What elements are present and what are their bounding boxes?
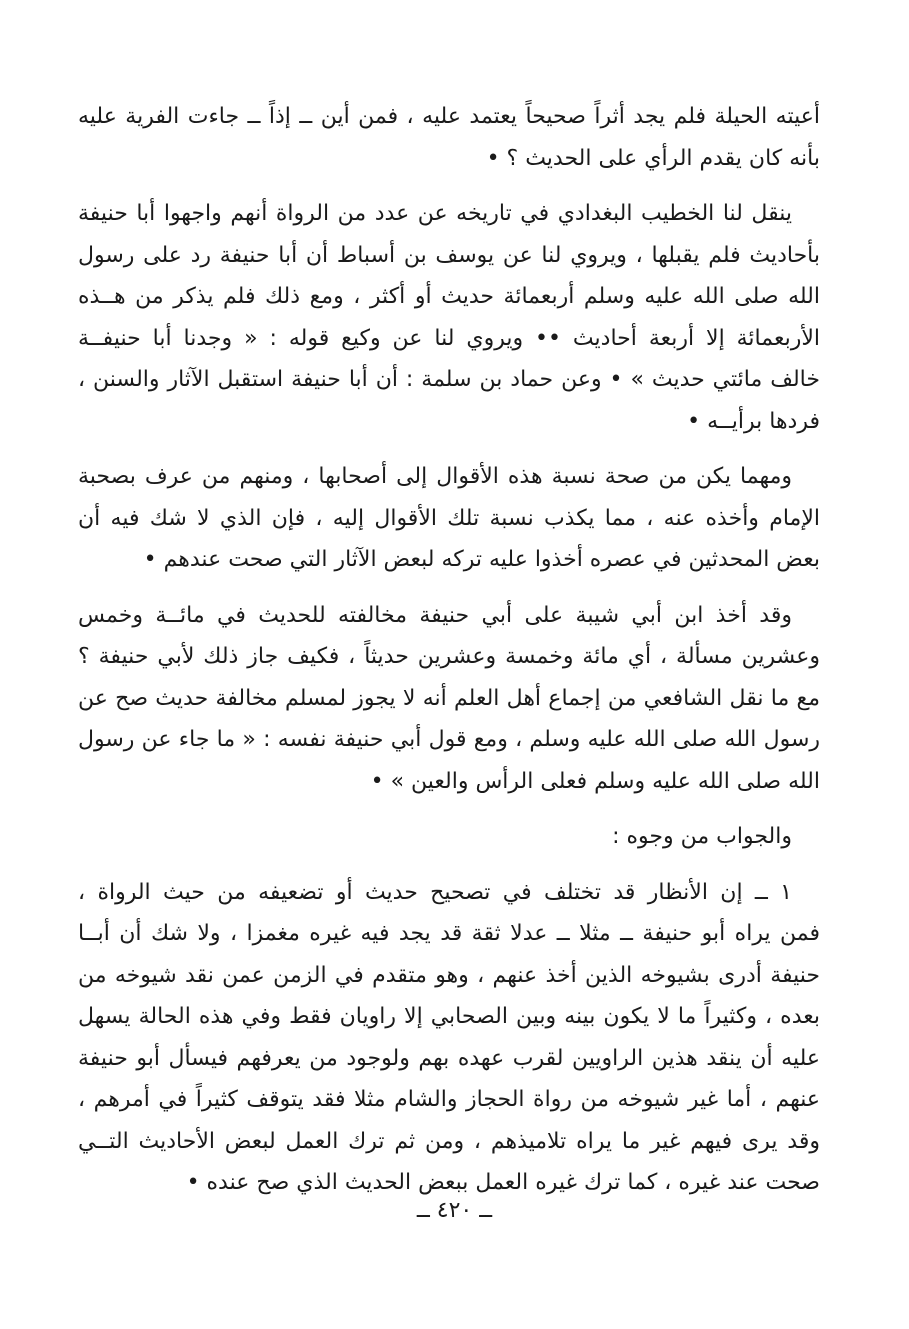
paragraph-4 [78,595,820,803]
text-line: ينقل لنا الخطيب البغدادي في تاريخه عن عدد من الرواة أنهم واجهوا أبا حنيفة [78,201,792,226]
answer-heading: والجواب من وجوه : [612,824,792,849]
text-line: عليه أن ينقد هذين الراويين لقرب عهده بهم ولوجود من يعرفهم فيسأل أبو حنيفة [78,1045,820,1071]
text-line: صحت عند غيره ، كما ترك غيره العمل ببعض الحديث الذي صح عنده • [186,1170,820,1195]
text-line: ١ ــ إن الأنظار قد تختلف في تصحيح حديث أو تضعيفه من حيث الرواة ، [78,879,792,905]
text-line: أعيته الحيلة فلم يجد أثراً صحيحاً يعتمد عليه ، فمن أين ــ إذاً ــ جاءت الفرية عليه [78,104,820,129]
page-body [78,96,820,1218]
text-line: بأنه كان يقدم الرأي على الحديث ؟ • [486,145,820,171]
paragraph-1 [78,96,820,179]
text-line: وعشرين مسألة ، أي مائة وخمسة وعشرين حديثاً ، فكيف جاز ذلك لأبي حنيفة ؟ [78,644,820,669]
text-line: وقد أخذ ابن أبي شيبة على أبي حنيفة مخالفته للحديث في مائــة وخمس [78,602,792,628]
paragraph-3 [78,456,820,581]
paragraph-2 [78,193,820,442]
text-line: فردها برأيــه • [687,408,820,434]
text-line: رسول الله صلى الله عليه وسلم ، ومع قول أبي حنيفة نفسه : « ما جاء عن رسول [78,727,820,752]
text-line: وقد يرى فيهم غير ما يراه تلاميذهم ، ومن ثم ترك العمل لبعض الأحاديث التــي [78,1128,820,1154]
text-line: عنهم ، أما غير شيوخه من رواة الحجاز والشام مثلا فقد يتوقف كثيراً في أمرهم ، [78,1087,820,1112]
text-line: الأربعمائة إلا أربعة أحاديث •• ويروي لنا عن وكيع قوله : « وجدنا أبا حنيفــة [78,325,820,351]
text-line: مع ما نقل الشافعي من إجماع أهل العلم أنه لا يجوز لمسلم مخالفة حديث صح عن [78,685,820,711]
text-line: ومهما يكن من صحة نسبة هذه الأقوال إلى أصحابها ، ومنهم من عرف بصحبة [78,464,792,489]
text-line: الله صلى الله عليه وسلم أربعمائة حديث أو أكثر ، ومع ذلك فلم يذكر من هــذه [78,284,820,309]
text-line: بعده ، وكثيراً ما لا يكون بينه وبين الصحابي إلا راويان فقط وفي هذه الحالة يسهل [78,1004,820,1029]
text-line: حنيفة أدرى بشيوخه الذين أخذ عنهم ، وهو متقدم في الزمن عمن نقد شيوخه من [78,962,820,988]
text-line: الله صلى الله عليه وسلم فعلى الرأس والعين » • [370,768,820,794]
page-number: ــ ٤٢٠ ــ [416,1198,493,1223]
text-line: الإمام وأخذه عنه ، مما يكذب نسبة تلك الأقوال إليه ، فإن الذي لا شك فيه أن [78,505,820,531]
text-line: فمن يراه أبو حنيفة ــ مثلا ــ عدلا ثقة قد يجد فيه غيره مغمزا ، ولا شك أن أبــا [78,921,820,946]
point-one [78,872,820,1204]
text-line: خالف مائتي حديث » • وعن حماد بن سلمة : أن أبا حنيفة استقبل الآثار والسنن ، [78,367,820,392]
text-line: بأحاديث فلم يقبلها ، ويروي لنا عن يوسف بن أسباط أن أبا حنيفة رد على رسول [78,242,820,268]
text-line: بعض المحدثين في عصره أخذوا عليه تركه لبعض الآثار التي صحت عندهم • [143,547,820,572]
